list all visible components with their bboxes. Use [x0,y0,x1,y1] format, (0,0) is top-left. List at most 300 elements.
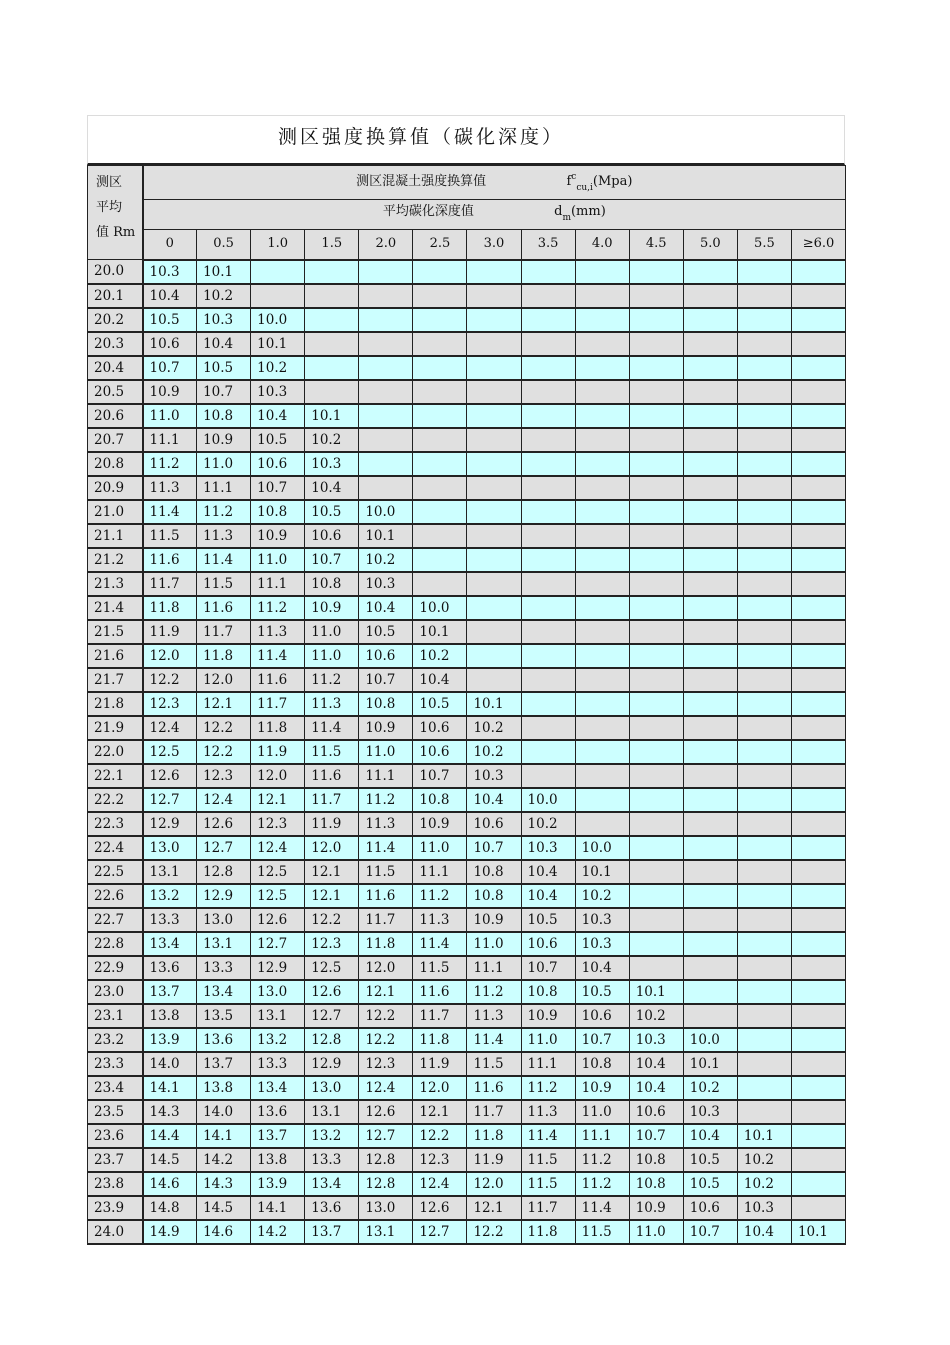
strength-value-cell: 11.6 [251,668,305,692]
page-title: 测区强度换算值（碳化深度） [278,126,565,148]
strength-value-cell: 12.2 [467,1220,521,1244]
strength-value-cell: 13.1 [359,1220,413,1244]
strength-value-cell [629,740,683,764]
strength-value-cell: 11.1 [467,956,521,980]
strength-value-cell: 10.6 [467,812,521,836]
strength-value-cell [791,1100,845,1124]
strength-value-cell: 13.0 [251,980,305,1004]
strength-value-cell: 10.3 [359,572,413,596]
strength-value-cell [791,836,845,860]
strength-value-cell [791,620,845,644]
strength-value-cell [413,524,467,548]
strength-value-cell [467,356,521,380]
column-header-row [88,230,846,260]
strength-value-cell: 12.3 [251,812,305,836]
strength-value-cell [521,740,575,764]
strength-value-cell: 10.3 [251,380,305,404]
strength-value-cell: 14.0 [143,1052,197,1076]
rm-value-cell: 23.5 [88,1100,143,1124]
strength-value-cell: 11.5 [359,860,413,884]
strength-value-cell: 11.3 [197,524,251,548]
strength-value-cell: 10.2 [359,548,413,572]
strength-value-cell [521,356,575,380]
table-row [88,1220,846,1244]
strength-value-cell: 12.0 [251,764,305,788]
strength-value-cell: 11.2 [413,884,467,908]
strength-value-cell [791,332,845,356]
strength-value-cell [521,644,575,668]
table-row [88,1196,846,1220]
strength-value-cell [305,356,359,380]
strength-value-cell: 10.1 [359,524,413,548]
strength-value-cell: 12.8 [305,1028,359,1052]
strength-value-cell [413,452,467,476]
strength-value-cell: 10.9 [305,596,359,620]
strength-value-cell [413,476,467,500]
strength-value-cell [521,404,575,428]
strength-value-cell [791,476,845,500]
strength-value-cell: 11.6 [305,764,359,788]
strength-value-cell [737,548,791,572]
strength-value-cell [629,836,683,860]
strength-value-cell: 11.5 [521,1172,575,1196]
strength-value-cell [521,524,575,548]
strength-value-cell [791,788,845,812]
strength-value-cell: 10.8 [467,860,521,884]
strength-value-cell: 10.2 [683,1076,737,1100]
table-row [88,500,846,524]
strength-value-cell [683,260,737,284]
strength-value-cell [683,572,737,596]
strength-value-cell: 14.9 [143,1220,197,1244]
strength-value-cell [575,452,629,476]
strength-value-cell: 12.4 [143,716,197,740]
strength-value-cell: 10.4 [521,884,575,908]
rm-label-line-1: 测区 [96,175,123,190]
strength-value-cell [521,668,575,692]
table-row [88,788,846,812]
strength-value-cell: 12.2 [359,1028,413,1052]
strength-value-cell [575,812,629,836]
strength-value-cell: 13.8 [143,1004,197,1028]
strength-value-cell [737,1028,791,1052]
strength-superscript: c [571,172,577,182]
strength-value-cell [737,1100,791,1124]
strength-value-cell [575,764,629,788]
table-row [88,836,846,860]
strength-value-cell: 10.2 [737,1172,791,1196]
table-row [88,1124,846,1148]
strength-value-cell: 11.5 [143,524,197,548]
table-row [88,620,846,644]
strength-value-cell: 11.7 [197,620,251,644]
strength-value-cell: 11.9 [413,1052,467,1076]
strength-value-cell [791,308,845,332]
strength-value-cell [575,596,629,620]
strength-value-cell [521,332,575,356]
strength-value-cell: 10.1 [791,1220,845,1244]
strength-value-cell [737,476,791,500]
strength-value-cell: 10.2 [737,1148,791,1172]
strength-value-cell: 12.7 [251,932,305,956]
strength-value-cell [629,812,683,836]
strength-value-cell: 11.3 [467,1004,521,1028]
conversion-table-sheet [87,115,845,1245]
strength-value-cell: 12.1 [305,884,359,908]
table-row [88,1028,846,1052]
depth-subscript: m [562,212,571,223]
rm-value-cell: 22.0 [88,740,143,764]
strength-value-cell [737,1052,791,1076]
rm-value-cell: 21.9 [88,716,143,740]
strength-value-cell [791,1196,845,1220]
strength-value-cell: 11.4 [521,1124,575,1148]
strength-value-cell: 10.4 [359,596,413,620]
strength-value-cell [629,356,683,380]
strength-value-cell: 12.0 [305,836,359,860]
strength-value-cell [629,692,683,716]
strength-value-cell: 14.8 [143,1196,197,1220]
strength-value-cell: 12.6 [197,812,251,836]
strength-value-cell: 11.5 [197,572,251,596]
strength-value-cell: 13.3 [251,1052,305,1076]
strength-value-cell: 12.0 [413,1076,467,1100]
strength-value-cell: 14.1 [143,1076,197,1100]
strength-value-cell [629,884,683,908]
strength-value-cell [683,308,737,332]
strength-value-cell: 10.3 [737,1196,791,1220]
rm-value-cell: 20.1 [88,284,143,308]
strength-value-cell [683,812,737,836]
strength-value-cell: 12.3 [305,932,359,956]
table-row [88,380,846,404]
strength-value-cell: 10.6 [359,644,413,668]
strength-value-cell [629,500,683,524]
strength-value-cell [683,740,737,764]
strength-value-cell: 10.3 [467,764,521,788]
strength-value-cell [575,284,629,308]
strength-value-cell: 11.9 [305,812,359,836]
rm-value-cell: 23.1 [88,1004,143,1028]
strength-value-cell: 10.1 [629,980,683,1004]
strength-value-cell [359,380,413,404]
strength-value-cell: 11.6 [467,1076,521,1100]
strength-value-cell: 13.6 [197,1028,251,1052]
strength-value-cell [737,980,791,1004]
table-row [88,908,846,932]
strength-value-cell [359,308,413,332]
strength-value-cell: 10.6 [683,1196,737,1220]
strength-value-cell: 10.2 [413,644,467,668]
strength-value-cell: 14.5 [197,1196,251,1220]
strength-value-cell [413,284,467,308]
strength-value-cell [629,260,683,284]
strength-value-cell: 12.7 [197,836,251,860]
strength-value-cell: 10.3 [683,1100,737,1124]
strength-value-cell [791,1052,845,1076]
strength-value-cell: 10.2 [305,428,359,452]
strength-value-cell [359,452,413,476]
table-row [88,572,846,596]
table-row [88,740,846,764]
strength-value-cell: 12.7 [413,1220,467,1244]
strength-value-cell: 13.2 [143,884,197,908]
strength-value-cell: 10.1 [251,332,305,356]
strength-value-cell [521,620,575,644]
strength-value-cell: 11.4 [413,932,467,956]
column-header-depth: ≥6.0 [791,230,845,260]
strength-value-cell: 11.2 [359,788,413,812]
strength-value-cell [737,932,791,956]
strength-value-cell [629,932,683,956]
strength-value-cell: 12.2 [359,1004,413,1028]
strength-value-cell [305,380,359,404]
strength-value-cell [467,404,521,428]
strength-value-cell [629,524,683,548]
strength-value-cell [791,356,845,380]
strength-value-cell [467,500,521,524]
strength-value-cell [629,452,683,476]
strength-value-cell [413,572,467,596]
rm-value-cell: 21.5 [88,620,143,644]
strength-value-cell: 10.8 [629,1172,683,1196]
strength-value-cell [575,716,629,740]
table-row [88,668,846,692]
strength-subscript: cu,i [576,183,593,193]
strength-value-cell [791,284,845,308]
strength-value-cell [467,668,521,692]
strength-value-cell: 11.7 [143,572,197,596]
depth-header [143,200,846,230]
strength-value-cell: 11.4 [197,548,251,572]
strength-value-cell: 12.4 [359,1076,413,1100]
strength-value-cell [467,548,521,572]
strength-value-cell: 11.6 [413,980,467,1004]
rm-value-cell: 23.7 [88,1148,143,1172]
strength-value-cell: 10.4 [683,1124,737,1148]
strength-value-cell [521,476,575,500]
strength-value-cell: 10.7 [413,764,467,788]
strength-value-cell [737,524,791,548]
strength-value-cell: 11.0 [413,836,467,860]
strength-value-cell: 13.9 [143,1028,197,1052]
strength-label: 测区混凝土强度换算值 [356,174,487,189]
title-bar [87,115,845,165]
strength-value-cell [575,356,629,380]
strength-value-cell [629,284,683,308]
strength-value-cell: 12.1 [413,1100,467,1124]
strength-value-cell [683,452,737,476]
strength-value-cell: 11.7 [251,692,305,716]
strength-value-cell: 13.7 [143,980,197,1004]
strength-value-cell: 10.4 [575,956,629,980]
strength-value-cell: 14.3 [197,1172,251,1196]
strength-value-cell [737,380,791,404]
strength-value-cell: 10.5 [413,692,467,716]
strength-value-cell: 10.5 [683,1172,737,1196]
strength-value-cell: 10.4 [629,1076,683,1100]
strength-value-cell [575,332,629,356]
strength-value-cell [683,908,737,932]
strength-value-cell: 10.7 [251,476,305,500]
strength-value-cell [683,380,737,404]
strength-value-cell: 12.4 [251,836,305,860]
strength-value-cell: 11.1 [413,860,467,884]
strength-value-cell [683,332,737,356]
strength-value-cell: 10.2 [521,812,575,836]
rm-value-cell: 21.1 [88,524,143,548]
strength-value-cell: 12.2 [197,740,251,764]
strength-value-cell: 11.1 [143,428,197,452]
strength-value-cell [413,260,467,284]
table-row [88,596,846,620]
strength-value-cell: 12.3 [359,1052,413,1076]
rm-value-cell: 22.9 [88,956,143,980]
strength-value-cell: 11.1 [521,1052,575,1076]
strength-value-cell [359,284,413,308]
strength-value-cell: 10.9 [467,908,521,932]
strength-value-cell [575,644,629,668]
strength-value-cell: 11.0 [305,644,359,668]
strength-value-cell: 10.4 [197,332,251,356]
strength-value-cell [737,812,791,836]
strength-value-cell: 11.1 [197,476,251,500]
strength-value-cell [737,860,791,884]
rm-value-cell: 20.7 [88,428,143,452]
strength-value-cell [683,980,737,1004]
strength-value-cell: 13.1 [251,1004,305,1028]
strength-value-cell: 10.1 [467,692,521,716]
strength-value-cell: 12.4 [413,1172,467,1196]
strength-value-cell: 11.4 [305,716,359,740]
strength-value-cell: 12.5 [251,860,305,884]
column-header-depth: 4.0 [575,230,629,260]
strength-value-cell: 11.8 [359,932,413,956]
strength-value-cell: 10.8 [521,980,575,1004]
strength-value-cell: 11.6 [197,596,251,620]
strength-value-cell: 12.9 [197,884,251,908]
strength-value-cell: 14.1 [197,1124,251,1148]
strength-value-cell: 14.2 [197,1148,251,1172]
strength-value-cell: 12.6 [359,1100,413,1124]
rm-value-cell: 22.8 [88,932,143,956]
strength-value-cell: 13.8 [197,1076,251,1100]
rm-value-cell: 23.3 [88,1052,143,1076]
strength-value-cell: 13.4 [251,1076,305,1100]
strength-value-cell: 10.3 [575,932,629,956]
column-header-depth: 3.5 [521,230,575,260]
strength-value-cell [791,716,845,740]
strength-value-cell [629,908,683,932]
strength-value-cell [575,260,629,284]
strength-value-cell [737,260,791,284]
strength-value-cell: 12.2 [413,1124,467,1148]
strength-value-cell: 10.1 [575,860,629,884]
table-row [88,404,846,428]
strength-value-cell [575,500,629,524]
strength-value-cell [683,404,737,428]
strength-value-cell [737,356,791,380]
strength-value-cell [575,404,629,428]
strength-value-cell [575,572,629,596]
strength-value-cell: 12.6 [251,908,305,932]
strength-value-cell: 12.3 [143,692,197,716]
strength-value-cell [683,476,737,500]
strength-value-cell [467,572,521,596]
strength-value-cell: 10.4 [629,1052,683,1076]
table-row [88,644,846,668]
strength-value-cell: 11.2 [305,668,359,692]
strength-value-cell [683,500,737,524]
strength-value-cell [683,836,737,860]
strength-value-cell [521,260,575,284]
strength-value-cell: 14.0 [197,1100,251,1124]
strength-value-cell: 11.8 [251,716,305,740]
strength-value-cell [575,788,629,812]
strength-value-cell: 10.6 [629,1100,683,1124]
strength-value-cell: 10.2 [197,284,251,308]
strength-value-cell [575,620,629,644]
strength-value-cell: 13.0 [359,1196,413,1220]
strength-value-cell [791,1172,845,1196]
strength-value-cell [737,500,791,524]
strength-value-cell: 12.6 [143,764,197,788]
strength-value-cell [683,428,737,452]
strength-value-cell: 13.0 [197,908,251,932]
strength-value-cell: 10.8 [305,572,359,596]
strength-value-cell [791,1148,845,1172]
strength-value-cell: 10.5 [197,356,251,380]
strength-value-cell: 10.7 [143,356,197,380]
strength-value-cell: 10.4 [737,1220,791,1244]
strength-value-cell: 13.3 [305,1148,359,1172]
strength-value-cell: 13.6 [305,1196,359,1220]
strength-value-cell [791,428,845,452]
strength-value-cell [737,572,791,596]
strength-value-cell [737,668,791,692]
strength-value-cell [575,740,629,764]
rm-value-cell: 21.6 [88,644,143,668]
depth-unit: (mm) [570,203,606,219]
strength-value-cell: 10.5 [143,308,197,332]
strength-value-cell: 11.7 [467,1100,521,1124]
strength-value-cell [629,644,683,668]
strength-value-cell: 10.1 [413,620,467,644]
strength-value-cell: 14.6 [197,1220,251,1244]
strength-value-cell: 11.9 [251,740,305,764]
strength-value-cell [791,380,845,404]
strength-value-cell [521,548,575,572]
strength-value-cell: 10.7 [629,1124,683,1148]
strength-value-cell: 12.1 [197,692,251,716]
strength-value-cell: 10.3 [629,1028,683,1052]
strength-value-cell [629,668,683,692]
strength-value-cell: 10.7 [521,956,575,980]
strength-value-cell: 12.8 [359,1148,413,1172]
strength-value-cell: 10.7 [575,1028,629,1052]
strength-value-cell: 11.8 [143,596,197,620]
strength-value-cell [791,692,845,716]
strength-value-cell: 10.6 [143,332,197,356]
strength-value-cell [467,428,521,452]
strength-value-cell [359,260,413,284]
strength-value-cell: 11.0 [467,932,521,956]
strength-value-cell: 12.2 [197,716,251,740]
strength-value-cell: 10.4 [251,404,305,428]
strength-value-cell: 11.0 [197,452,251,476]
strength-value-cell [791,668,845,692]
strength-value-cell [737,620,791,644]
